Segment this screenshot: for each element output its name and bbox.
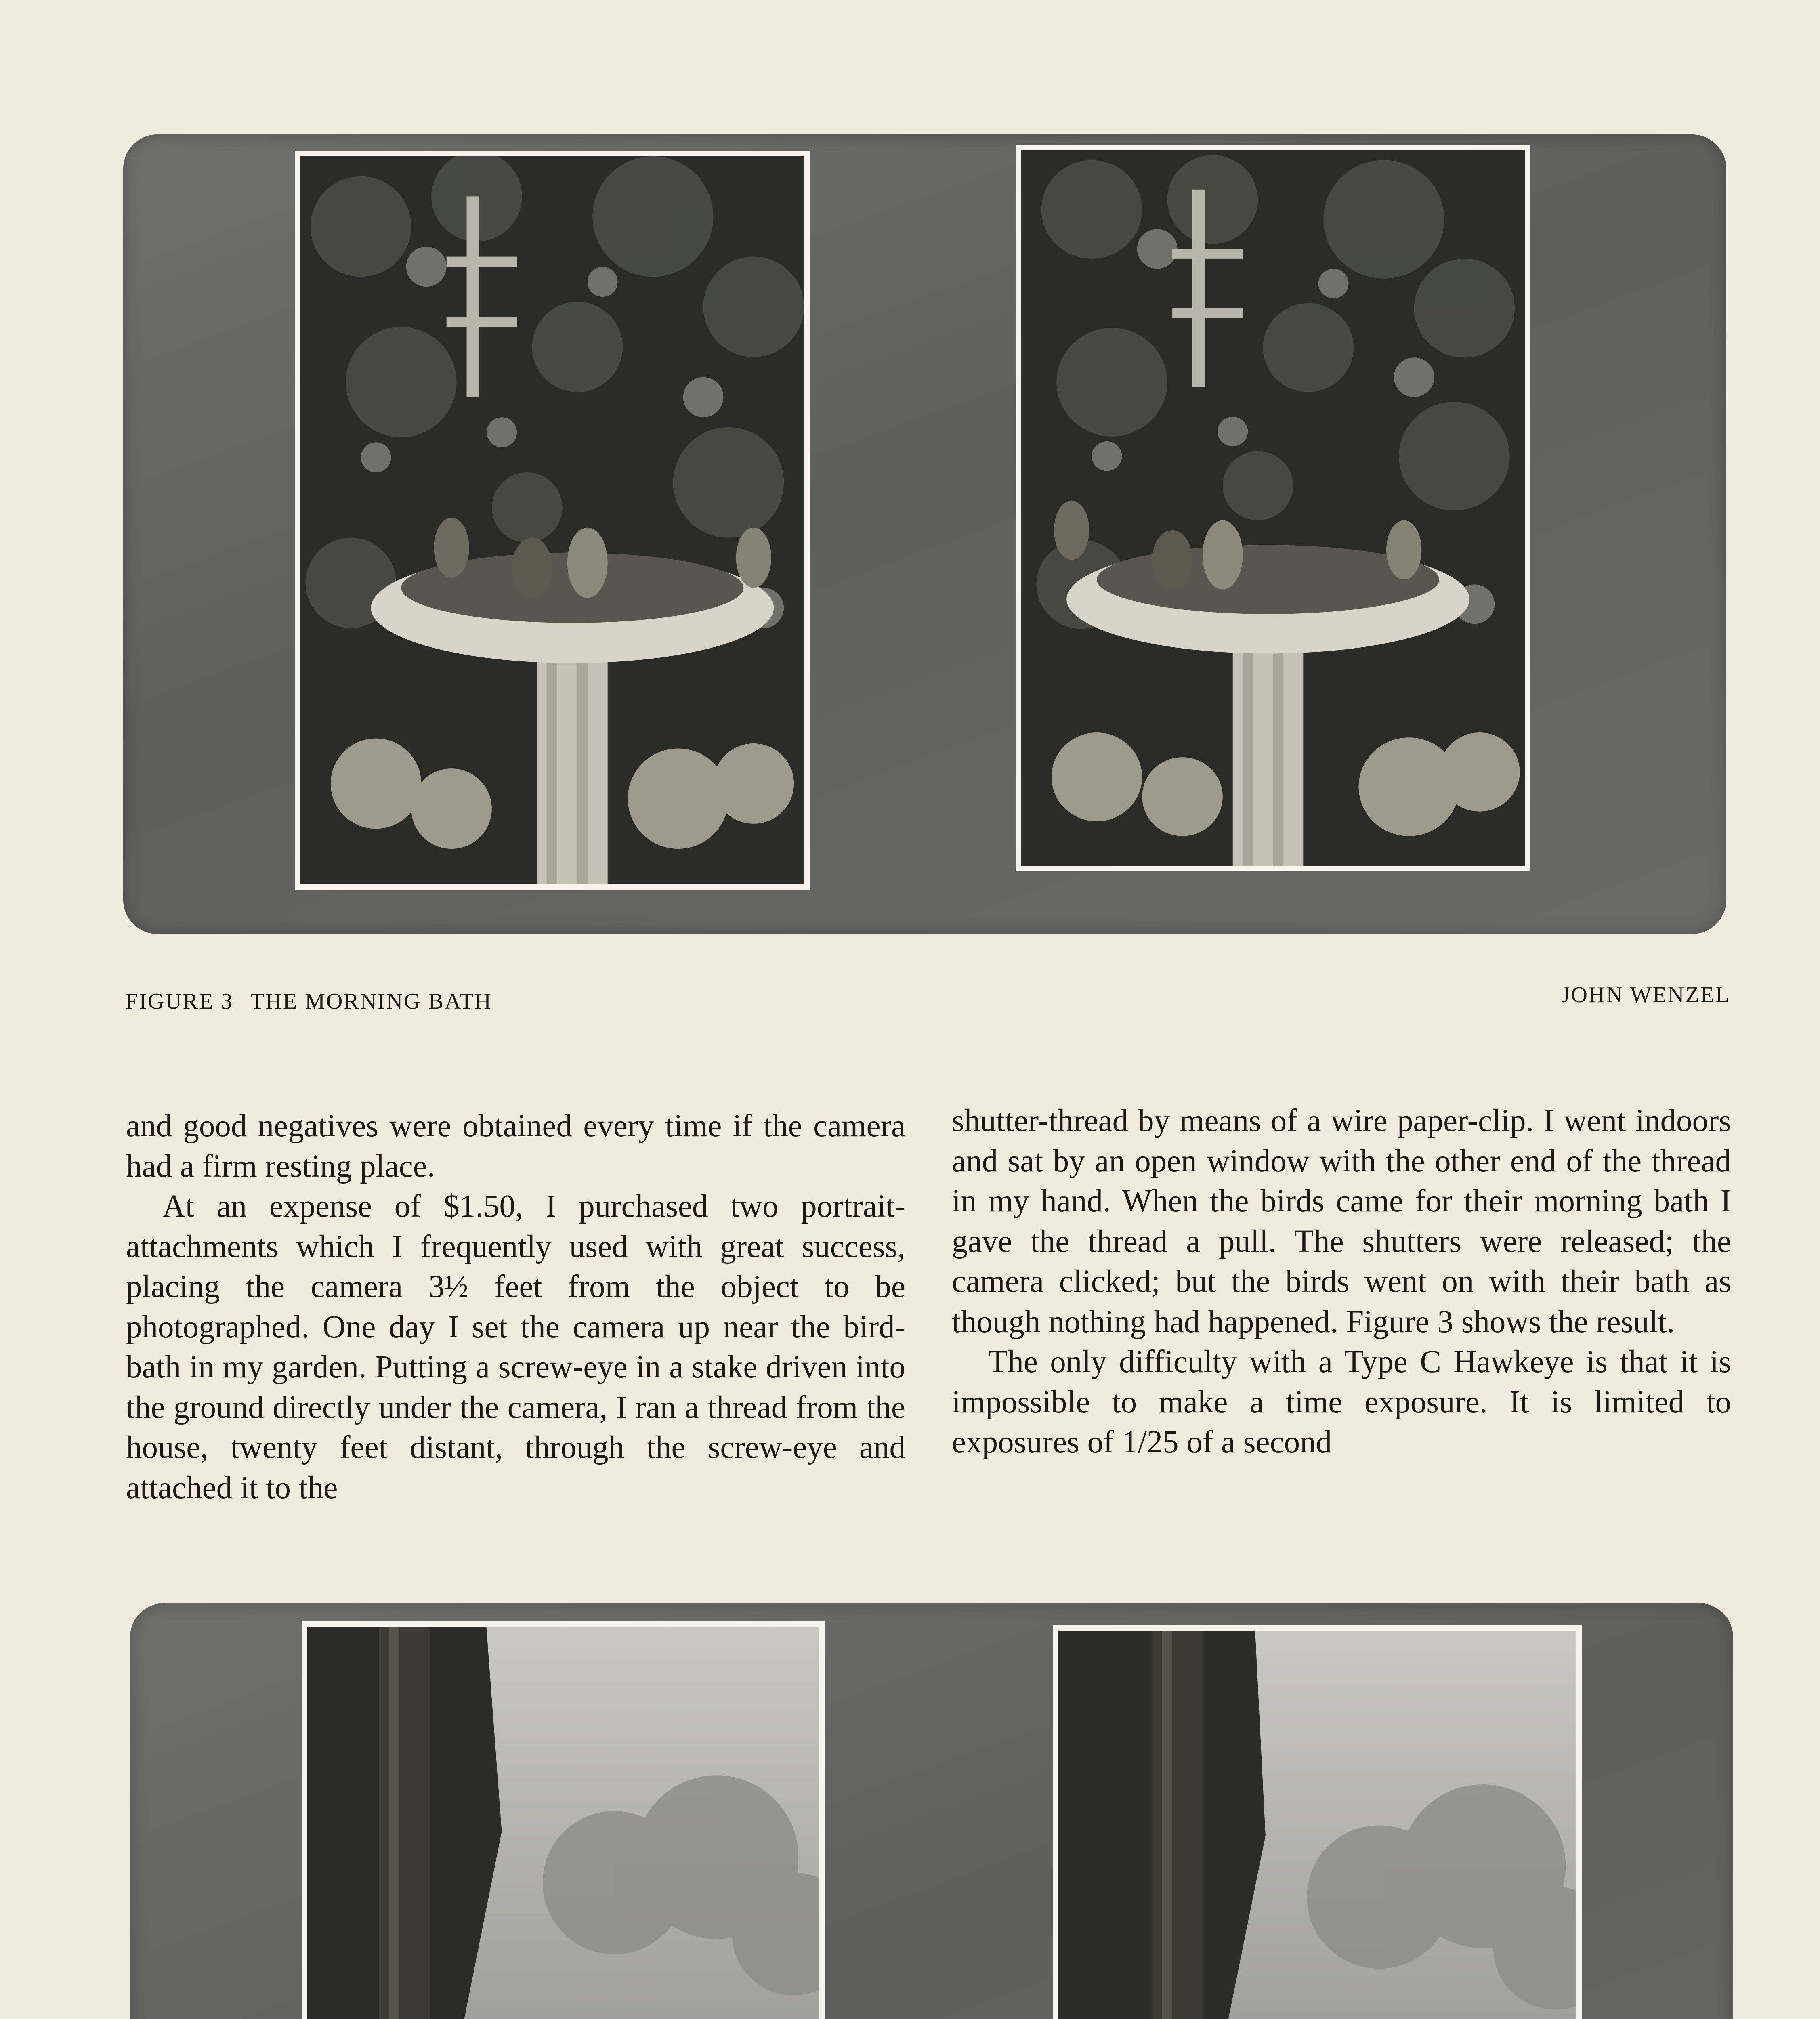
figure-3-plate (123, 134, 1726, 934)
figure-4-plate (130, 1603, 1733, 2019)
figure-3-left-photo (295, 151, 810, 890)
bird-bath-image (300, 156, 804, 884)
right-text-column (952, 1101, 1731, 1463)
figure-4-right-photo (1053, 1625, 1582, 2019)
paragraph: At an expense of $1.50, I purchased two portrait-attachments which I frequently used with great success, placing the camera 3½ feet from the object to be photographed. One day I set the camera up near the bird-bath in my garden. Putting a screw-eye in a stake driven into the ground directly under the camera, I ran a thread from the house, twenty feet distant, through the screw-eye and attached it to the (126, 1189, 905, 1505)
figure-3-right-photo (1016, 145, 1530, 871)
figure-3-number: FIGURE 3 (125, 989, 234, 1014)
paragraph: shutter-thread by means of a wire paper-clip. I went indoors and sat by an open window with the other end of the thread in my hand. When the birds came for their morning bath I gave the thread a pull. The shutters were released; the camera clicked; but the birds went on with their bath as though nothing had happened. Figure 3 shows the result. (952, 1103, 1731, 1339)
figure-3-credit: JOHN WENZEL (1561, 982, 1730, 1007)
foggy-river-image (1058, 1631, 1576, 2019)
figure-3-caption (125, 989, 492, 1014)
paragraph: The only difficulty with a Type C Hawkeye is that it is impossible to make a time exposure. It is limited to exposures of 1/25 of a second (952, 1344, 1731, 1460)
figure-3-title: THE MORNING BATH (250, 989, 492, 1014)
left-text-column (126, 1106, 905, 1508)
figure-4-left-photo (302, 1621, 825, 2019)
bird-bath-image (1021, 150, 1525, 866)
paragraph: and good negatives were obtained every time if the camera had a firm resting place. (126, 1108, 905, 1184)
foggy-river-image (307, 1627, 819, 2019)
